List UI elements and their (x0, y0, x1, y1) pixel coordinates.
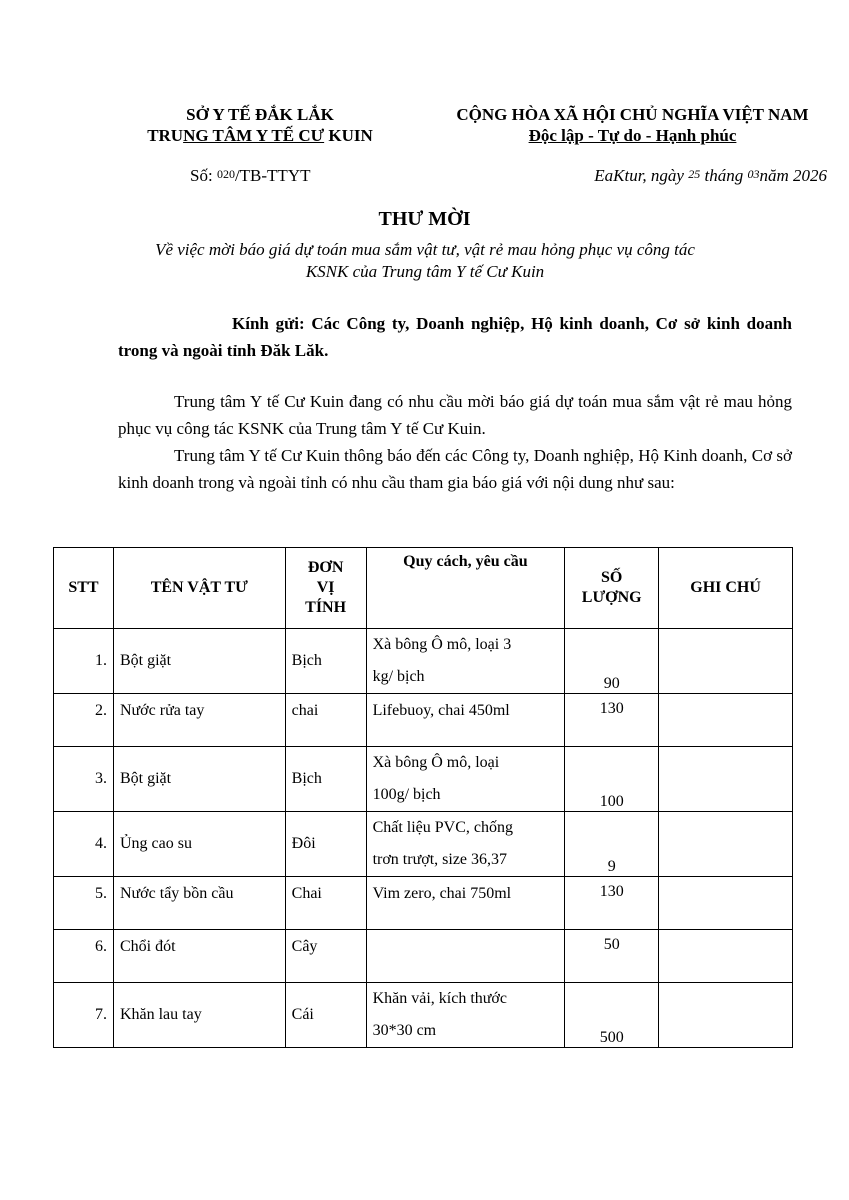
row-spec-line-2: trơn trượt, size 36,37 (372, 851, 508, 868)
date-month: 03 (747, 167, 760, 181)
row-spec (366, 629, 565, 694)
row-name: Nước rửa tay (113, 694, 285, 747)
header-name: TÊN VẬT TƯ (113, 548, 285, 629)
items-table (53, 547, 793, 1048)
row-note (659, 629, 793, 694)
doc-number-value: 020 (216, 167, 235, 181)
row-spec-line-1: Khăn vải, kích thước (372, 990, 507, 1007)
header-note: GHI CHÚ (659, 548, 793, 629)
row-spec: Lifebuoy, chai 450ml (366, 694, 565, 747)
row-unit: Chai (285, 877, 366, 930)
header-qty-line-2: LƯỢNG (581, 589, 642, 606)
table-row (54, 629, 793, 694)
row-name: Khăn lau tay (113, 983, 285, 1048)
row-stt: 4. (54, 812, 114, 877)
recipient: Kính gửi: Các Công ty, Doanh nghiệp, Hộ kinh doanh, Cơ sở kinh doanh trong và ngoài tỉnh Đăk Lăk. (118, 314, 792, 360)
row-unit: Cây (285, 930, 366, 983)
row-unit: Bịch (285, 629, 366, 694)
row-stt: 7. (54, 983, 114, 1048)
row-unit: chai (285, 694, 366, 747)
national-header (435, 104, 830, 146)
national-title: CỘNG HÒA XÃ HỘI CHỦ NGHĨA VIỆT NAM (456, 105, 809, 124)
table-row (54, 930, 793, 983)
row-stt: 2. (54, 694, 114, 747)
date-month-label: tháng (700, 166, 748, 185)
issuer-center (100, 125, 420, 146)
row-name: Ủng cao su (113, 812, 285, 877)
header-spec: Quy cách, yêu cầu (366, 548, 565, 629)
row-note (659, 694, 793, 747)
date-year: năm 2026 (759, 166, 827, 185)
row-note (659, 747, 793, 812)
row-stt: 5. (54, 877, 114, 930)
row-unit: Bịch (285, 747, 366, 812)
document-subtitle (80, 239, 770, 283)
row-unit: Đôi (285, 812, 366, 877)
paragraph-2: Trung tâm Y tế Cư Kuin thông báo đến các Công ty, Doanh nghiệp, Hộ Kinh doanh, Cơ sở kinh doanh trong và ngoài tỉnh có nhu cầu tham gia báo giá với nội dung như sau: (118, 446, 792, 492)
table-row (54, 747, 793, 812)
national-motto: Độc lập - Tự do - Hạnh phúc (528, 126, 737, 145)
date-day: 25 (688, 167, 701, 181)
row-qty: 130 (565, 694, 659, 747)
row-note (659, 877, 793, 930)
row-qty: 9 (565, 812, 659, 877)
row-name: Bột giặt (113, 629, 285, 694)
row-spec (366, 747, 565, 812)
table-row (54, 983, 793, 1048)
row-spec-line-2: 30*30 cm (372, 1022, 437, 1039)
header-unit-line-1: ĐƠN (307, 559, 344, 576)
row-name: Chổi đót (113, 930, 285, 983)
issuer-department: SỞ Y TẾ ĐẮK LẮK (186, 105, 334, 124)
document-number (190, 166, 310, 186)
subtitle-line-2: KSNK của Trung tâm Y tế Cư Kuin (305, 262, 545, 281)
row-spec: Vim zero, chai 750ml (366, 877, 565, 930)
row-qty: 50 (565, 930, 659, 983)
row-spec (366, 930, 565, 983)
row-stt: 1. (54, 629, 114, 694)
row-spec-line-2: 100g/ bịch (372, 786, 441, 803)
subtitle-line-1: Về việc mời báo giá dự toán mua sắm vật tư, vật rẻ mau hỏng phục vụ công tác (155, 240, 695, 259)
row-qty: 100 (565, 747, 659, 812)
issuer-center-underlined: NG TÂM Y TẾ CƯ (183, 126, 325, 145)
row-qty: 500 (565, 983, 659, 1048)
table-row (54, 877, 793, 930)
header-unit-line-3: TÍNH (305, 599, 347, 616)
date-place: EaKtur, ngày (594, 166, 689, 185)
row-note (659, 983, 793, 1048)
header-unit (285, 548, 366, 629)
header-qty-line-1: SỐ (601, 569, 623, 586)
document-date (594, 166, 827, 186)
issuer-center-pre: TRU (147, 126, 184, 145)
row-name: Bột giặt (113, 747, 285, 812)
row-spec-line-1: Xà bông Ô mô, loại (372, 754, 500, 771)
table-header-row (54, 548, 793, 629)
paragraph-1: Trung tâm Y tế Cư Kuin đang có nhu cầu mời báo giá dự toán mua sắm vật rẻ mau hỏng phục vụ công tác KSNK của Trung tâm Y tế Cư Kuin. (118, 392, 792, 438)
document-title: THƯ MỜI (378, 208, 471, 230)
doc-number-prefix: Số: (190, 166, 217, 185)
row-note (659, 930, 793, 983)
row-unit: Cái (285, 983, 366, 1048)
row-spec-line-1: Chất liệu PVC, chống (372, 819, 513, 836)
row-qty: 130 (565, 877, 659, 930)
header-stt: STT (54, 548, 114, 629)
header-qty (565, 548, 659, 629)
row-spec-line-1: Xà bông Ô mô, loại 3 (372, 636, 512, 653)
row-qty: 90 (565, 629, 659, 694)
row-spec (366, 983, 565, 1048)
doc-number-suffix: /TB-TTYT (234, 166, 311, 185)
table-row (54, 812, 793, 877)
row-stt: 3. (54, 747, 114, 812)
table-row (54, 694, 793, 747)
header-unit-line-2: VỊ (316, 579, 335, 596)
row-spec (366, 812, 565, 877)
row-spec-line-2: kg/ bịch (372, 668, 425, 685)
row-note (659, 812, 793, 877)
issuer-header (100, 104, 420, 146)
row-name: Nước tẩy bồn cầu (113, 877, 285, 930)
issuer-center-post: KUIN (324, 126, 373, 145)
row-stt: 6. (54, 930, 114, 983)
